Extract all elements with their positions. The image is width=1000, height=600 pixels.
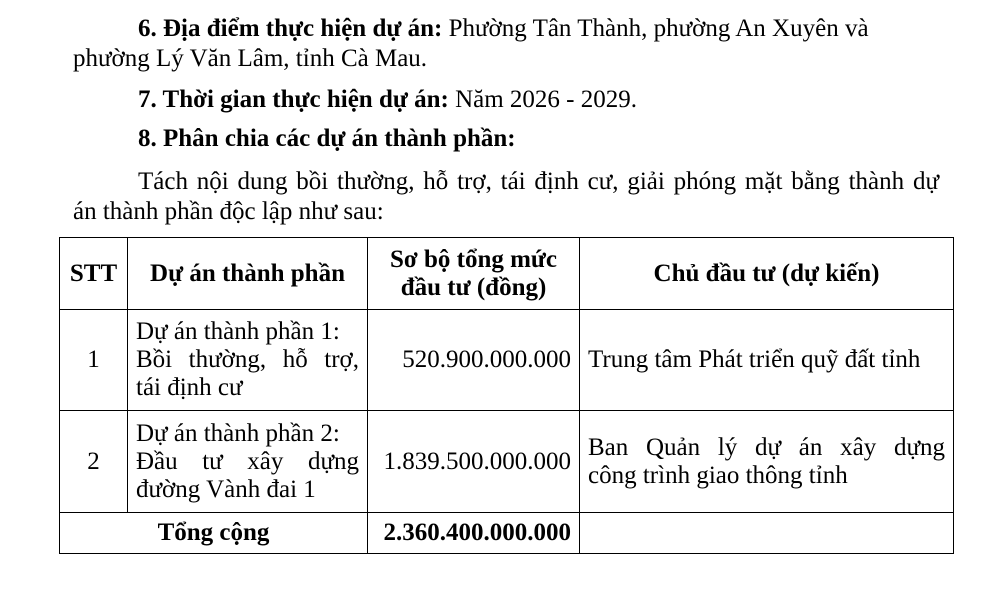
item-8-heading — [138, 124, 516, 154]
item-8-label: 8. Phân chia các dự án thành phần: — [138, 125, 516, 152]
intro-line-2: án thành phần độc lập như sau: — [73, 198, 384, 225]
row-2-owner-line-1: Ban Quản lý dự án xây dựng — [588, 433, 945, 461]
table-total-row — [60, 513, 954, 554]
header-investment-line-2: đầu tư (đồng) — [400, 273, 547, 301]
item-6-label: 6. Địa điểm thực hiện dự án: — [138, 15, 443, 42]
row-2-project — [128, 411, 368, 513]
component-projects-table — [59, 237, 954, 554]
header-stt: STT — [60, 238, 128, 310]
row-1-project-line-2: Bồi thường, hỗ trợ, — [136, 346, 359, 373]
row-2-investment: 1.839.500.000.000 — [368, 411, 580, 513]
row-2-project-line-1: Dự án thành phần 2: — [136, 419, 340, 447]
intro-line-1: Tách nội dung bồi thường, hỗ trợ, tái định cư, giải phóng mặt bằng thành dự — [138, 168, 939, 195]
total-investment: 2.360.400.000.000 — [368, 513, 580, 554]
table-row — [60, 411, 954, 513]
row-1-project-line-1: Dự án thành phần 1: — [136, 318, 340, 345]
item-6-text: Phường Tân Thành, phường An Xuyên và — [442, 15, 869, 42]
row-1-project — [128, 310, 368, 411]
row-2-project-line-2: Đầu tư xây dựng — [136, 447, 359, 475]
header-owner: Chủ đầu tư (dự kiến) — [580, 238, 954, 310]
item-6-line-1 — [138, 14, 869, 44]
total-owner-empty — [580, 513, 954, 554]
item-7-label: 7. Thời gian thực hiện dự án: — [138, 86, 449, 113]
row-2-stt: 2 — [60, 411, 128, 513]
row-1-project-line-3: tái định cư — [136, 374, 243, 401]
header-investment-line-1: Sơ bộ tổng mức — [389, 245, 558, 273]
row-1-owner: Trung tâm Phát triển quỹ đất tỉnh — [580, 310, 954, 411]
item-6-line-2: phường Lý Văn Lâm, tỉnh Cà Mau. — [73, 45, 428, 72]
total-label: Tổng cộng — [60, 513, 368, 554]
row-1-stt: 1 — [60, 310, 128, 411]
header-project: Dự án thành phần — [128, 238, 368, 310]
row-1-investment: 520.900.000.000 — [368, 310, 580, 411]
row-2-owner — [580, 411, 954, 513]
row-2-owner-line-2: công trình giao thông tỉnh — [588, 461, 848, 489]
table-header-row — [60, 238, 954, 310]
item-7-line — [138, 85, 637, 115]
header-investment — [368, 238, 580, 310]
item-7-text: Năm 2026 - 2029. — [448, 86, 637, 113]
row-2-project-line-3: đường Vành đai 1 — [136, 475, 316, 503]
table-row — [60, 310, 954, 411]
